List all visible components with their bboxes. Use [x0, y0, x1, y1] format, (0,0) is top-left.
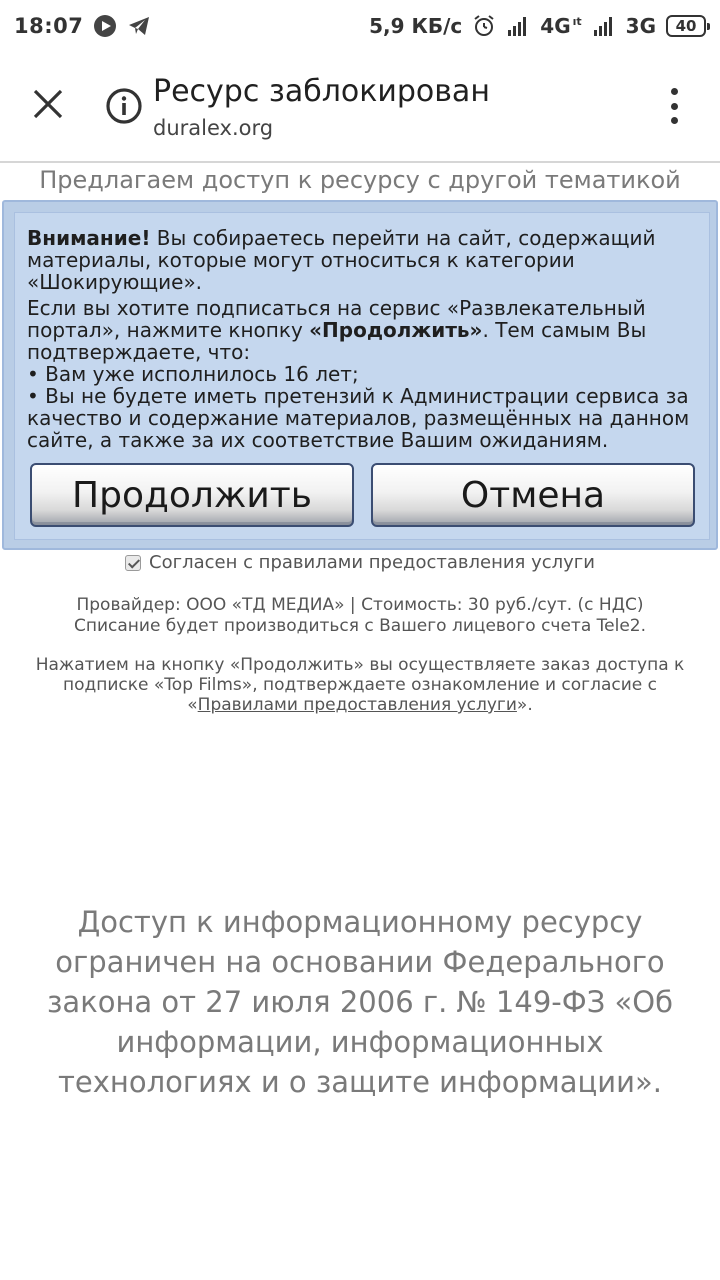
warning-paragraph-2	[27, 297, 707, 451]
provider-line-2: Списание будет производиться с Вашего лицевого счета Tele2.	[73, 616, 646, 636]
network-type-2: 3G	[625, 14, 656, 38]
more-dot-icon	[671, 117, 678, 124]
status-left	[14, 14, 151, 38]
toolbar-divider	[0, 161, 720, 163]
alarm-icon	[472, 14, 496, 38]
rules-link[interactable]: Правилами предоставления услуги	[197, 695, 517, 715]
page-url: duralex.org	[153, 116, 274, 140]
site-info-button[interactable]	[104, 86, 144, 126]
telegram-icon	[127, 14, 151, 38]
network-speed: 5,9 КБ/с	[369, 14, 463, 38]
browser-toolbar	[0, 52, 720, 162]
legal-text-body: Нажатием на кнопку «Продолжить» вы осуществляете заказ доступа к подписке «Top Films», подтверждаете ознакомление и согласие с «	[35, 655, 685, 715]
warning-line-2-end: . Тем самым Вы подтверждаете, что:	[27, 318, 647, 364]
legal-text-end: ».	[516, 695, 533, 715]
agree-checkbox[interactable]	[125, 555, 141, 571]
status-time: 18:07	[14, 14, 84, 38]
warning-box	[2, 200, 718, 550]
close-button[interactable]	[24, 80, 72, 128]
warning-bullet-1: • Вам уже исполнилось 16 лет;	[27, 362, 359, 386]
provider-info	[0, 595, 720, 637]
warning-panel	[14, 212, 710, 540]
warning-bullet-2: • Вы не будете иметь претензий к Администрации сервиса за качество и содержание материалов, размещённых на данном сайте, а также за их соответствие Вашим ожиданиям.	[27, 384, 690, 452]
provider-line-1: Провайдер: ООО «ТД МЕДИА» | Стоимость: 30 руб./сут. (с НДС)	[76, 595, 644, 615]
warning-paragraph-1	[27, 227, 707, 293]
warning-attention: Внимание!	[27, 226, 151, 250]
more-options-button[interactable]	[656, 84, 692, 128]
more-dot-icon	[671, 88, 678, 95]
info-icon	[104, 86, 144, 126]
page-title: Ресурс заблокирован	[153, 74, 490, 109]
network-activity: ıt	[572, 15, 582, 28]
signal-icon-2	[592, 14, 616, 38]
agree-label: Согласен с правилами предоставления услуги	[149, 552, 595, 573]
warning-line-2-start: Если вы хотите подписаться на сервис «Развлекательный портал», нажмите кнопку	[27, 296, 646, 342]
status-right	[369, 14, 706, 38]
network-type-1: 4G	[540, 14, 571, 38]
warning-text	[27, 227, 707, 455]
close-icon	[31, 87, 65, 121]
legal-text	[10, 655, 710, 715]
more-dot-icon	[671, 103, 678, 110]
warning-line-1: Вы собираетесь перейти на сайт, содержащий материалы, которые могут относиться к категории «Шокирующие».	[27, 226, 656, 294]
continue-button[interactable]: Продолжить	[30, 463, 354, 527]
cancel-button[interactable]: Отмена	[371, 463, 695, 527]
warning-line-2-bold: «Продолжить»	[309, 318, 483, 342]
offer-heading: Предлагаем доступ к ресурсу с другой тематикой	[39, 166, 681, 194]
agree-row	[0, 552, 720, 573]
battery-icon: 40	[666, 15, 706, 37]
play-icon	[93, 14, 117, 38]
status-bar	[0, 0, 720, 52]
signal-icon	[506, 14, 530, 38]
block-notice: Доступ к информационному ресурсу ограничен на основании Федерального закона от 27 июля 2006 г. № 149-ФЗ «Об информации, информационных технологиях и о защите информации».	[47, 905, 673, 1099]
